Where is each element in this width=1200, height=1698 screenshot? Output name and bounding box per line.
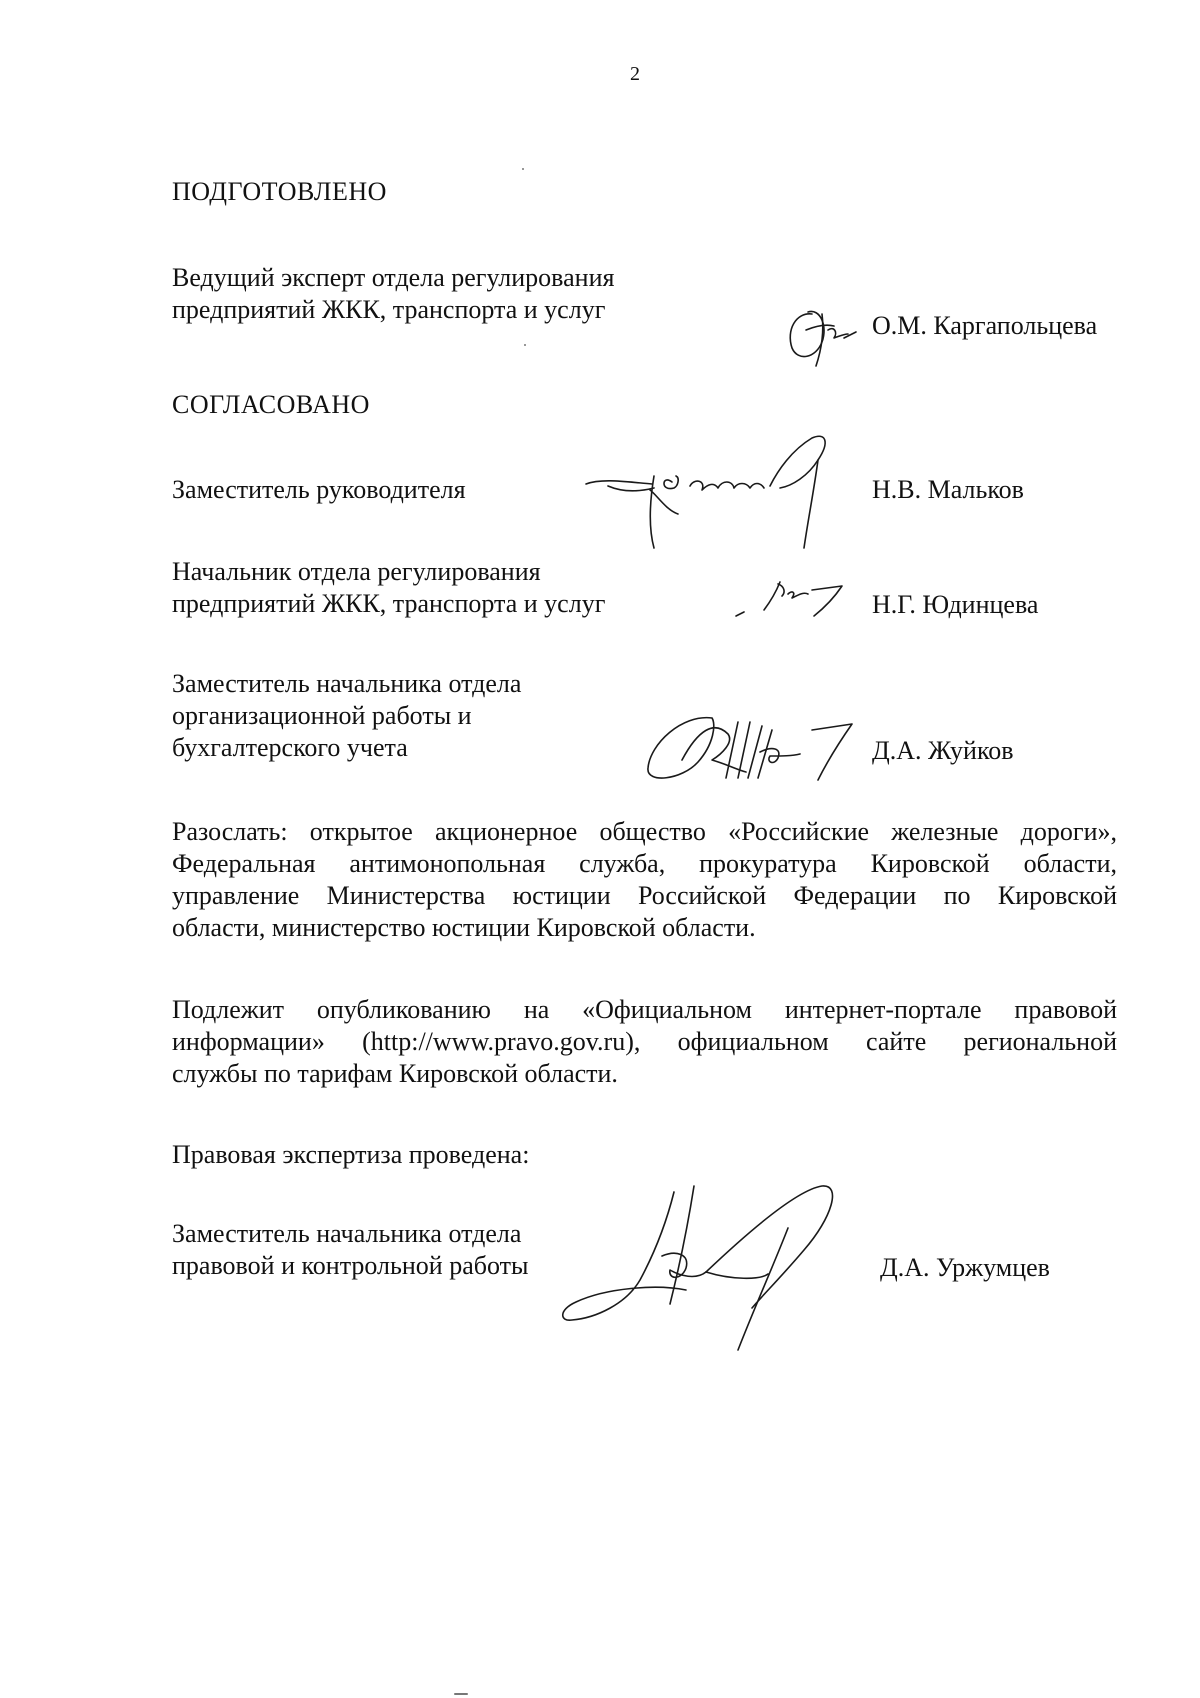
page-number: 2 (630, 63, 640, 85)
publication-line: информации» (http://www.pravo.gov.ru), официальном сайте региональной (172, 1027, 1117, 1056)
prepared-position-line: предприятий ЖКК, транспорта и услуг (172, 295, 606, 324)
distribution-line: Разослать: открытое акционерное общество «Российские железные дороги», (172, 817, 1117, 846)
legal-review-position-line: Заместитель начальника отдела (172, 1219, 522, 1248)
distribution-paragraph (172, 816, 1117, 944)
signature-urzhumtsev (556, 1184, 896, 1354)
publication-paragraph (172, 994, 1117, 1090)
agreed-signer-3-position-line: бухгалтерского учета (172, 733, 408, 762)
signature-kargapoltseva (782, 300, 860, 370)
agreed-signer-2-name: Н.Г. Юдинцева (872, 590, 1039, 619)
signature-malkov (582, 430, 882, 550)
prepared-name: О.М. Каргапольцева (872, 311, 1098, 340)
scan-speck (454, 1693, 468, 1695)
prepared-position-line: Ведущий эксперт отдела регулирования (172, 263, 615, 292)
publication-line: службы по тарифам Кировской области. (172, 1059, 618, 1088)
legal-review-position (172, 1218, 528, 1282)
agreed-signer-2-position (172, 556, 605, 620)
agreed-signer-2-position-line: Начальник отдела регулирования (172, 557, 541, 586)
agreed-signer-3-position-line: организационной работы и (172, 701, 472, 730)
distribution-line: области, министерство юстиции Кировской области. (172, 913, 756, 942)
legal-review-name: Д.А. Уржумцев (880, 1253, 1050, 1282)
agreed-heading: СОГЛАСОВАНО (172, 390, 370, 419)
legal-review-heading: Правовая экспертиза проведена: (172, 1140, 530, 1169)
agreed-signer-1-name: Н.В. Мальков (872, 475, 1024, 504)
scan-speck (524, 344, 526, 346)
prepared-heading: ПОДГОТОВЛЕНО (172, 177, 387, 206)
agreed-signer-3-position-line: Заместитель начальника отдела (172, 669, 522, 698)
prepared-position (172, 262, 614, 326)
agreed-signer-1-position: Заместитель руководителя (172, 475, 466, 504)
distribution-line: Федеральная антимонопольная служба, прокуратура Кировской области, (172, 849, 1117, 878)
agreed-signer-3-name: Д.А. Жуйков (872, 736, 1014, 765)
distribution-line: управление Министерства юстиции Российской Федерации по Кировской (172, 881, 1117, 910)
agreed-signer-2-position-line: предприятий ЖКК, транспорта и услуг (172, 589, 606, 618)
signature-yudintseva (730, 572, 850, 620)
scan-speck (522, 168, 524, 170)
legal-review-position-line: правовой и контрольной работы (172, 1251, 529, 1280)
agreed-signer-3-position (172, 668, 521, 764)
publication-line: Подлежит опубликованию на «Официальном интернет-портале правовой (172, 995, 1117, 1024)
signature-zhuikov (642, 700, 862, 784)
